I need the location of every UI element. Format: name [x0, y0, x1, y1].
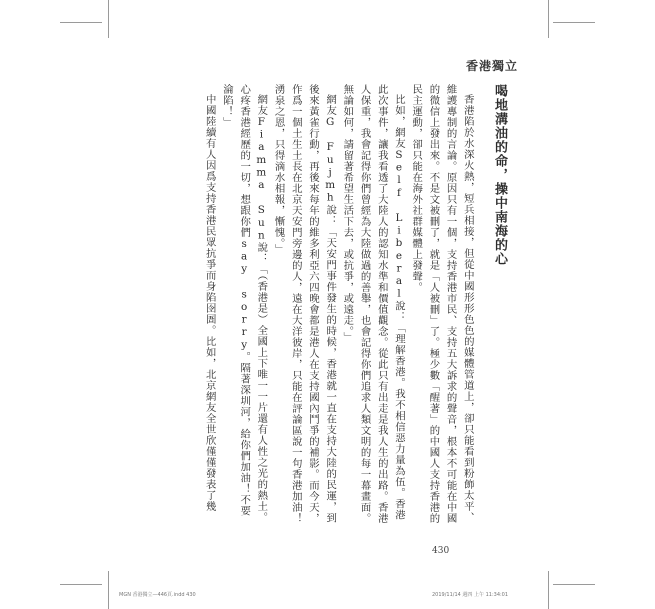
print-slug-filename: MGN 香港獨立—446頁.indd 430 [119, 592, 196, 598]
paragraph: 中國陸續有人因爲支持香港民眾抗爭而身陷囹圄。比如，北京網友全世欣僅僅發表了幾 [203, 94, 216, 513]
paragraph: 香港陷於水深火熱，短兵相接，但從中國形形色色的媒體管道上，卻只能看到粉飾太平、維護專制的言論。原因只有一個，支持香港市民、支持五大訴求的聲音，根本不可能在中國的微信上發出來。不是文被刪了，就是「人被刪」了。極少數「醒著」的中國人支持香港的民主運動，卻只能在海外社群媒體上發聲。 [410, 84, 474, 524]
crop-mark [108, 0, 109, 38]
running-header: 香港獨立 [465, 59, 518, 73]
section-heading: 喝地溝油的命，操中南海的心 [492, 84, 507, 266]
crop-mark [548, 571, 549, 609]
crop-mark [553, 22, 595, 23]
crop-mark [548, 0, 549, 38]
paragraph: 比如，網友Self Liberal說：「理解香港。我不相信惡力量為伍。香港此次事件，讓我看透了大陸人的認知水準和價值觀念。從此只有出走是我人生的出路。香港人保重，我會記得你們曾經為大陸做過的善舉，也會記得你們追求人類文明的每一幕畫面。無論如何，請留著希望生活下去，或抗爭，或遠走。」 [341, 84, 405, 524]
paragraph: 網友Fiamma Sun說：「（香港是）全國上下唯一一片還有人性之光的熱土。心疼香港經歷的一切，想跟你們say sorry。隔著深圳河，給你們加油！不要淪陷！」 [220, 84, 268, 524]
crop-mark [60, 22, 102, 23]
print-slug-timestamp: 2019/11/14 週四 上午 11:34:01 [432, 592, 509, 598]
vertical-text-block [201, 84, 508, 524]
crop-mark [60, 584, 102, 585]
crop-mark [108, 571, 109, 609]
page-number: 430 [432, 546, 450, 556]
crop-mark [553, 584, 595, 585]
paragraph: 網友G Fujmh說：「天安門事件發生的時候，香港就一直在支持大陸的民運，到後來黃雀行動，再後來每年的維多利亞六四晚會都是港人在支持國內鬥爭的補影。而今天，作爲一個土生土長在北京天安門旁邊的人，遠在大洋彼岸，只能在評論區說一句香港加油！湧泉之恩，只得滴水相報，慚愧。」 [272, 84, 337, 524]
